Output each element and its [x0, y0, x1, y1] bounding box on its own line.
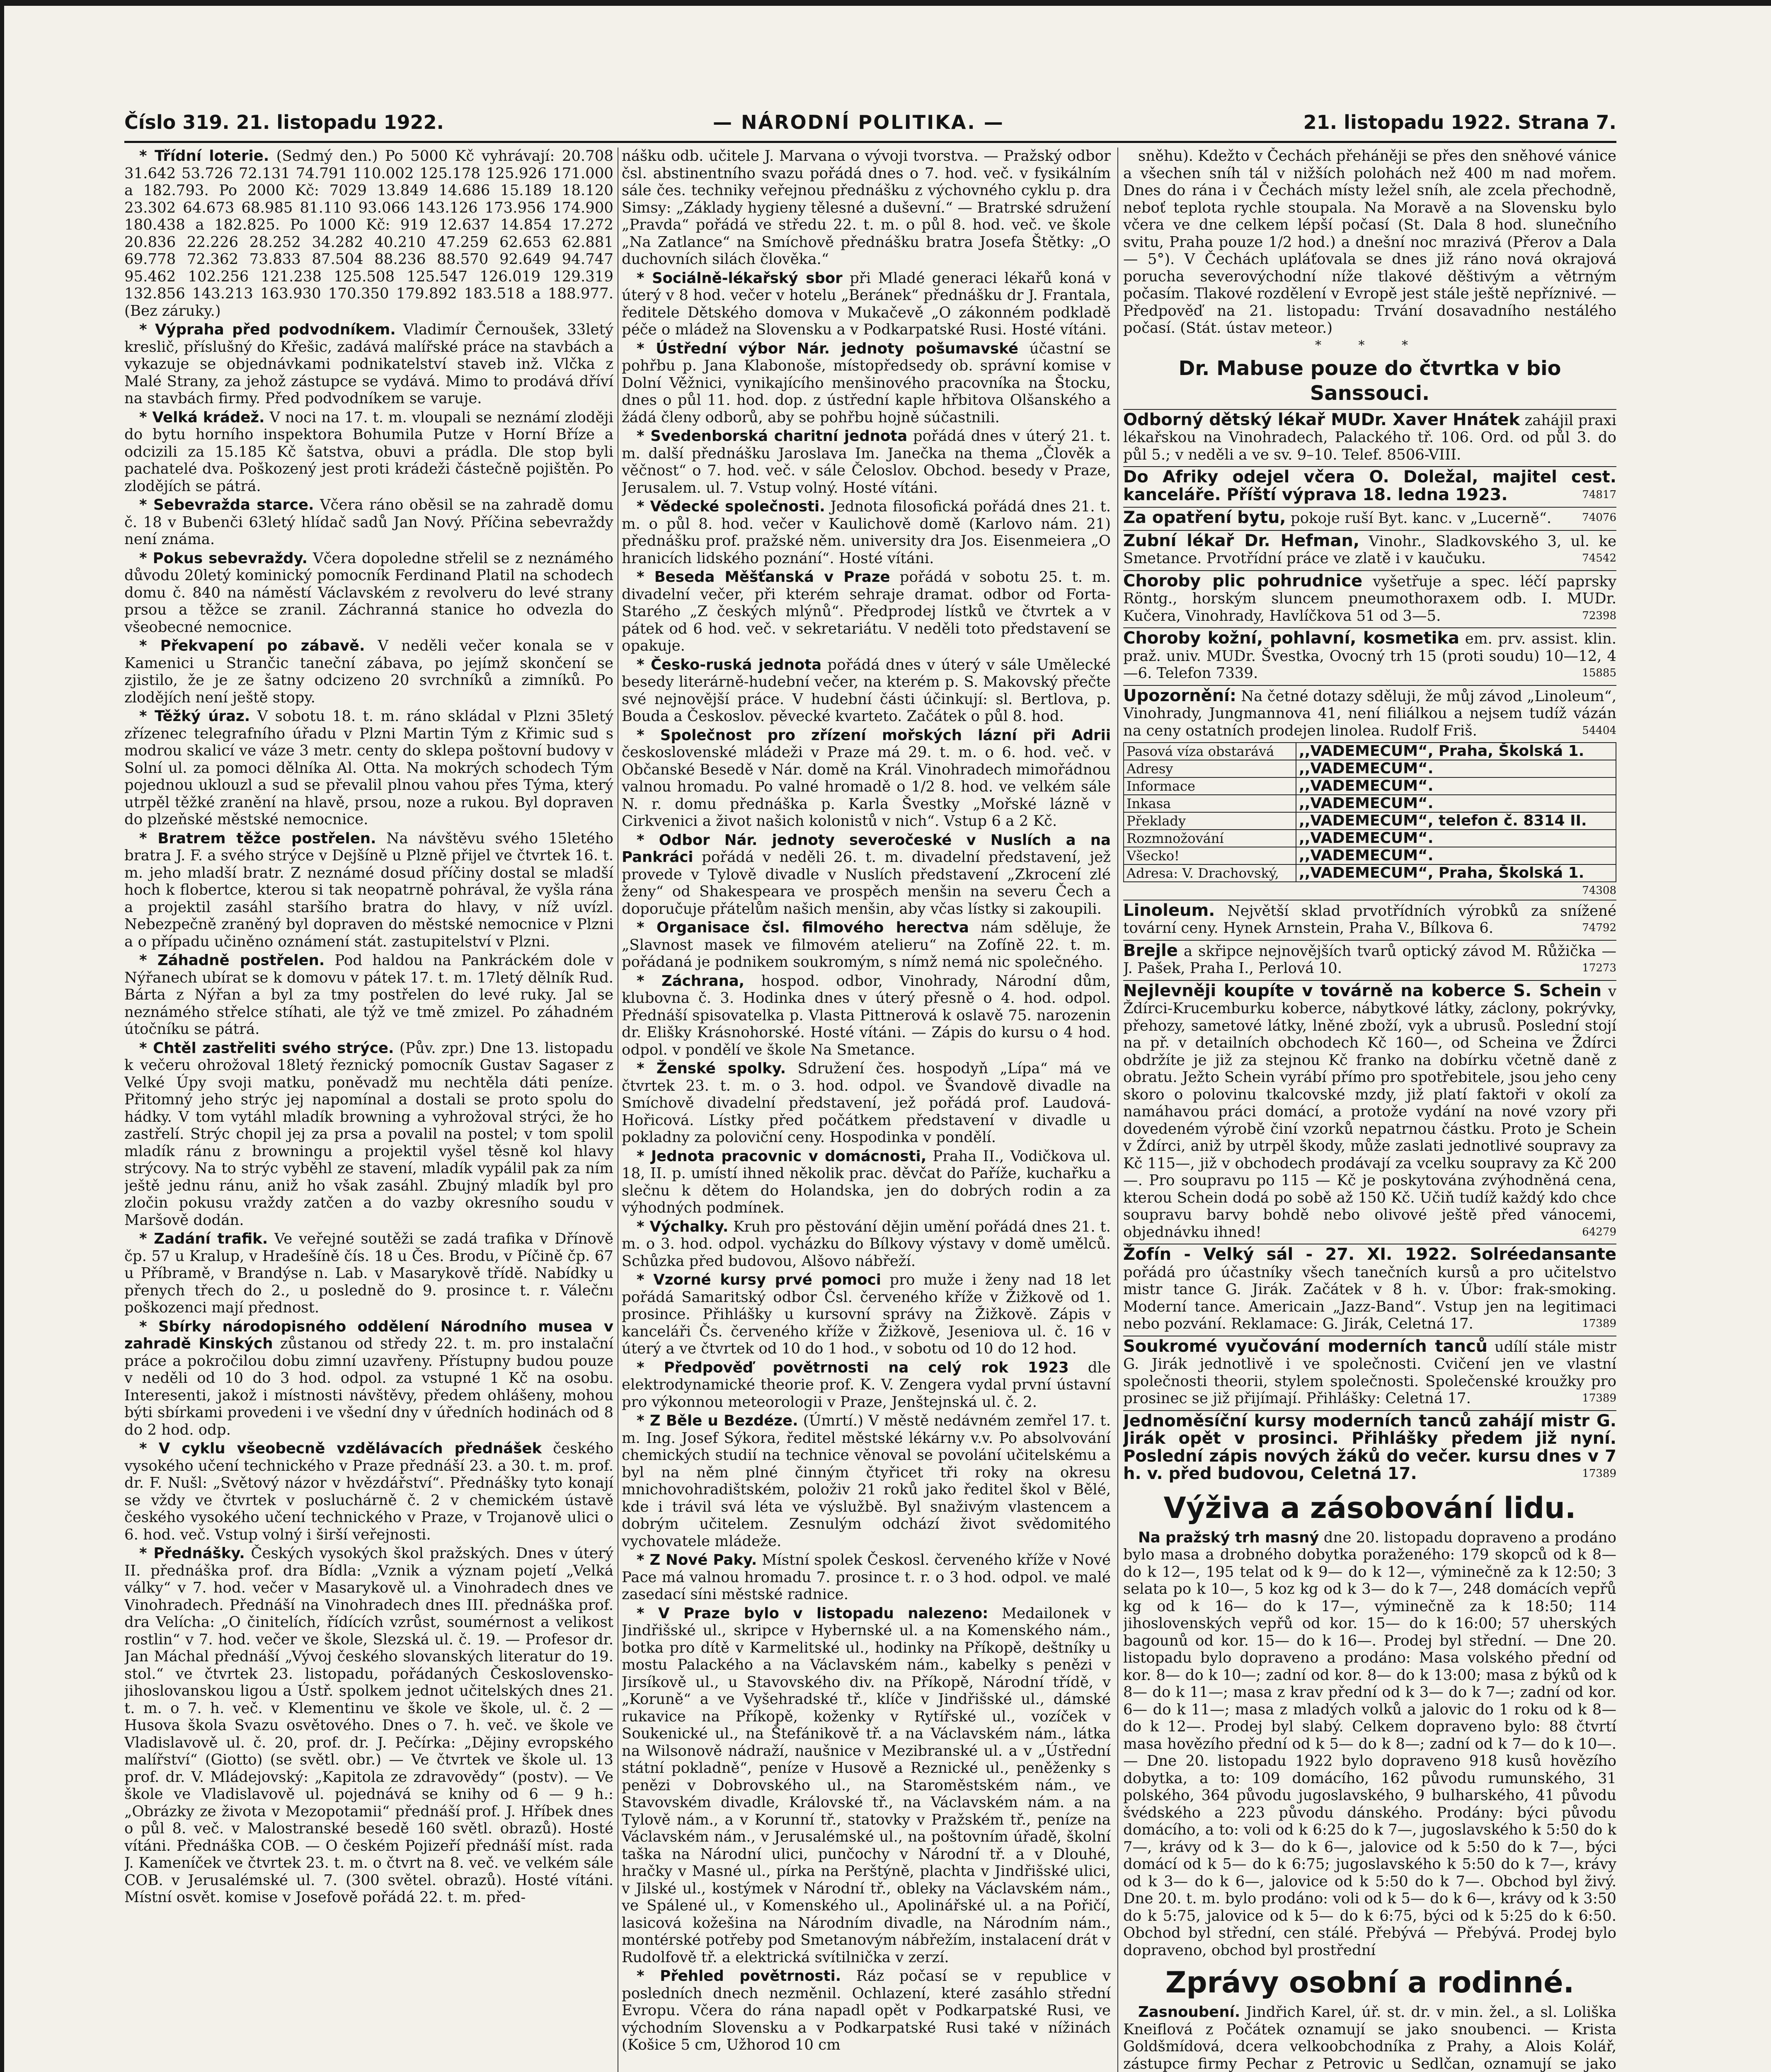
article-heading: * Z Běle u Bezdéze.: [637, 1412, 798, 1429]
ad-text: pokoje ruší Byt. kanc. v „Lucerně“.: [1290, 510, 1552, 527]
vademecum-ad-table: [1123, 742, 1616, 882]
ad-text: zahájil praxi lékařskou na Vinohradech, Palackého tř. 106. Ord. od půl 3. do půl 5.; v neděli a ve sv. 9–10. Telef. 8506-VIII.: [1123, 411, 1616, 463]
classified-ad: [1123, 409, 1616, 465]
brand-name: ,,VADEMECUM“, telefon č. 8314 II.: [1296, 812, 1616, 830]
classified-ad: [1123, 900, 1616, 938]
ad-heading: Jednoměsíční kursy moderních tanců zahájí mistr G. Jirák opět v prosinci. Přihlášky předem již nyní. Poslední zápis nových žáků do večer. kursu dnes v 7 h. v. před budovou, Celetná 17.: [1123, 1411, 1616, 1483]
article-body: dne 20. listopadu dopraveno a prodáno bylo masa a drobného dobytka poraženého: 179 skopců od k 8— do k 12—, 195 telat od k 9— do k 12—, výminečně za k 12:50; 3 selata po k 10—, 5 koz kg od k 3— do k 7—, 248 domácích vepřů kg od k 16— do k 17—, výminečně za k 18:50; 114 jihoslovenských vepřů od kor. 15— do k 16:00; 57 uherských bagounů od kor. 15— do k 16—. Prodej byl střední. — Dne 20. listopadu bylo dopraveno a prodáno: Masa volského přední od kor. 8— do k 10—; zadní od kor. 8— do k 13:00; masa z býků od k 8— do k 11—; masa z krav přední od k 3— do k 7—; zadní od kor. 6— do k 11—; masa z mladých volků a jalovic do 1 roku od k 8— do k 12—. Prodej byl slabý. Celkem dopraveno bylo: 88 čtvrtí masa hovězího přední od k 5— do k 8—; zadní od k 7— do k 10—. — Dne 20. listopadu 1922 bylo dopraveno 918 kusů hovězího dobytka, a to: 109 domácího, 162 původu rumunského, 31 polského, 364 původu jugoslavského, 9 bulharského, 41 původu švédského a 223 původu dánského. Prodány: býci původu domácího, a to: voli od k 6:25 do k 7—, jugoslavského k 5:50 do k 7—, krávy od k 3— do k 6—, jalovice od k 5:50 do k 7—, býci domácí od k 5— do k 6:75; jugoslavského k 5:50 do k 7—, krávy od k 3— do k 6—, jalovice od k 5:50 do k 7—. Obchod byl živý. Dne 20. t. m. bylo prodáno: voli od k 5— do k 6—, krávy od k 3:50 do k 5:75, jalovice od k 5— do k 6:75, býci od k 5:25 do k 6:50. Obchod byl střední, cen stálé. Přebývá — Přebývá. Prodej bylo dopraveno, obchod byl prostřední: [1123, 1529, 1616, 1959]
ad-heading: Choroby plic pohrudnice: [1123, 571, 1363, 591]
ad-text: udílí stále mistr G. Jirák jednotlivě i ve společnosti. Cvičení jen ve vlastní společnosti theorii, stylem společnosti. Společenské kroužky pro prosinec se již přijímají. Přihlášky: Celetná 17.: [1123, 1338, 1616, 1407]
article-heading: * Organisace čsl. filmového herectva: [637, 919, 969, 936]
classified-ads: [1123, 409, 1616, 741]
ad-heading: Brejle: [1123, 941, 1178, 960]
article: [124, 550, 613, 636]
ad-number: 74308: [1582, 884, 1616, 897]
article-body: (Úmrtí.) V městě nedávném zemřel 17. t. m. Ing. Josef Sýkora, ředitel městské lékárny v.v. Po absolvování chemických studií na technice věnoval se povolání učitelskému a byl na něm plné činným čtyřicet tři roky na okresu mnichovohradištském, položiv 21 roků jako ředitel škol v Bělé, kde i trávil svá léta ve výslužbě. Byl snaživým vlastencem a dobrým učitelem. Zesnulým odchází život svědomitého vychovatele mládeže.: [622, 1412, 1111, 1550]
column-left: [124, 148, 613, 2072]
section-separator: * * *: [1315, 338, 1425, 353]
ad-heading: Linoleum.: [1123, 900, 1215, 920]
article-heading: * Vzorné kursy prvé pomoci: [637, 1271, 881, 1288]
classified-ad: [1123, 627, 1616, 683]
ad-number: 74817: [1582, 488, 1616, 501]
cinema-notice: Dr. Mabuse pouze do čtvrtka v bio Sanssouci.: [1178, 356, 1561, 405]
article-heading: * Přehled povětrnosti.: [637, 1968, 841, 1985]
article: [622, 1968, 1111, 2054]
article: [622, 1605, 1111, 1966]
column-divider: [1117, 148, 1118, 2072]
article-body: (Sedmý den.) Po 5000 Kč vyhrávají: 20.708 31.642 53.726 72.131 74.791 110.002 125.178 125.926 171.000 a 182.793. Po 2000 Kč: 7029 13.849 14.686 15.189 18.120 23.302 64.673 68.985 81.110 93.066 143.126 173.956 174.900 180.438 a 182.825. Po 1000 Kč: 919 12.637 14.854 17.272 20.836 22.226 28.252 34.282 40.210 47.259 62.653 62.881 69.778 72.362 73.833 87.504 88.236 88.570 92.649 94.747 95.462 102.256 121.238 125.508 125.547 126.019 129.319 132.856 143.213 163.930 170.350 179.892 183.518 a 188.977. (Bez záruky.): [124, 148, 613, 320]
article: [124, 148, 613, 320]
ad-number: 72398: [1582, 609, 1616, 622]
article-heading: * Předpověď povětrnosti na celý rok 1923: [637, 1359, 1069, 1376]
article-heading: * V cyklu všeobecně vzdělávacích přednášek: [139, 1440, 542, 1457]
article: [622, 1359, 1111, 1411]
article-body: při Mladé generaci lékařů koná v úterý v 8 hod. večer v hotelu „Beránek“ přednášku dr J. Frantala, ředitele Dětského domova v Mukačevě „O zákonném podkladě péče o mládež na Slovensku a v Podkarpatské Rusi. Hosté vítáni.: [622, 269, 1111, 338]
article-heading: * Odbor Nár. jednoty severočeské v Nuslích a na Pankráci: [622, 831, 1111, 866]
scan-border-top: [0, 0, 1771, 6]
article-heading: * Výchalky.: [637, 1218, 729, 1235]
article: [622, 919, 1111, 971]
ad-text: Vinohr., Sladkovského 3, ul. ke Smetance. Prvotřídní práce ve zlatě i v kaučuku.: [1123, 533, 1616, 567]
column-right: [1123, 148, 1616, 2072]
article: [622, 148, 1111, 268]
article-body: Včera ráno oběsil se na zahradě domu č. 18 v Bubenči 63letý hlídač sadů Jan Nový. Příčina sebevraždy není známa.: [124, 496, 613, 548]
ad-number: 17389: [1582, 1467, 1616, 1480]
article-body: hospod. odbor, Vinohrady, Národní dům, klubovna č. 3. Hodinka dnes v úterý přesně o 4. hod. odpol. Přednáší spisovatelka p. Vlasta Pittnerová k oslavě 75. narozenin dr. Elišky Krásnohorské. Hosté vítáni. — Zápis do kursu o 4 hod. odpol. v pondělí ve škole Na Smetance.: [622, 972, 1111, 1058]
article-heading: * Přednášky.: [139, 1545, 245, 1562]
article: [124, 1440, 613, 1543]
ad-number: 17389: [1582, 1317, 1616, 1330]
article: [622, 973, 1111, 1059]
classified-ad: [1123, 980, 1616, 1242]
ad-number: 64279: [1582, 1225, 1616, 1238]
article-heading: * Ústřední výbor Nár. jednoty pošumavské: [637, 340, 1018, 357]
article: [124, 496, 613, 548]
article-heading: * V Praze bylo v listopadu nalezeno:: [637, 1605, 988, 1622]
article: [622, 1552, 1111, 1603]
article-heading: * Překvapení po zábavě.: [139, 637, 365, 654]
article-heading: * Pokus sebevraždy.: [139, 549, 308, 567]
article: [124, 321, 613, 407]
article-heading: * Záchrana,: [637, 972, 745, 990]
service-label: Adresa: V. Drachovský,: [1124, 864, 1296, 882]
article-body: Praha II., Vodičkova ul. 18, II. p. umístí ihned několik prac. děvčat do Paříže, kuchařku a slečnu k dětem do Holandska, jen do dobrých rodin a za výhodných podmínek.: [622, 1147, 1111, 1216]
article: [124, 830, 613, 951]
article-heading: * Z Nové Paky.: [637, 1552, 757, 1569]
article-heading: * Bratrem těžce postřelen.: [139, 830, 376, 847]
article: [1123, 1529, 1616, 1959]
article: [622, 727, 1111, 830]
article-body: Vladimír Černoušek, 33letý kreslič, příslušný do Křešic, zadává malířské práce na stavbách a vykazuje se objednávkami podnikatelství staveb inž. Vlčka z Malé Strany, za jehož zástupce se vydává. Mimo to prodává dříví na stavbách firmy. Před podvodníkem se varuje.: [124, 321, 613, 407]
article: [1123, 2004, 1616, 2072]
article-body: V sobotu 18. t. m. ráno skládal v Plzni 35letý zřízenec telegrafního úřadu v Plzni Martin Tým z Křimic sud s modrou skalicí ve váze 3 metr. centy do sklepa poštovní budovy v Solní ul. za pomoci dělníka Al. Otta. Na mokrých schodech Tým pojednou uklouzl a sud se převalil plnou vahou přes Týma, který utrpěl těžké zranění na hlavě, prsou, noze a rukou. Byl dopraven do plzeňské městské nemocnice.: [124, 708, 613, 828]
article: [622, 1271, 1111, 1358]
ad-heading: Žofín - Velký sál - 27. XI. 1922. Solréedansante: [1123, 1245, 1616, 1264]
section-heading-food: Výživa a zásobování lidu.: [1163, 1491, 1576, 1525]
service-label: Všecko!: [1124, 847, 1296, 864]
section-heading-personal: Zprávy osobní a rodinné.: [1165, 1965, 1575, 1999]
classified-ad: [1123, 1244, 1616, 1334]
service-label: Rozmnožování: [1124, 830, 1296, 847]
article-body: (Pův. zpr.) Dne 13. listopadu k večeru ohrožoval 18letý řeznický pomocník Gustav Sagaser z Velké Úpy svoji matku, poněvadž mu nechtěla dáti peníze. Přitomný jeho strýc jej napomínal a dostali se proto spolu do hádky. V tom vytáhl mladík browning a vyhrožoval strýci, že ho zastřelí. Strýc chopil jej za prsa a povalil na postel; v tom spolil mladík ránu z browningu a projektil vyšel těsně kol hlavy strýcovy. Na to strýc vyběhl ze stavení, mladík vypálil pak za ním ještě jednu ránu, aniž ho však zasáhl. Zbujný mladík byl pro zločin pokusu vraždy zatčen a do vazby okresního soudu v Maršově dodán.: [124, 1039, 613, 1229]
ad-number: 74792: [1582, 922, 1616, 934]
classified-ad: [1123, 530, 1616, 569]
article: [622, 270, 1111, 339]
article-heading: * Výpraha před podvodníkem.: [139, 321, 396, 338]
ad-text: Na četné dotazy sděluji, že můj závod „Linoleum“, Vinohrady, Jungmannova 41, není filiálkou a nejsem tudíž vázán na ceny ostatních prodejen linolea. Rudolf Friš.: [1123, 687, 1616, 739]
article-heading: * Chtěl zastřeliti svého strýce.: [139, 1039, 394, 1057]
article-body: pořádá v sobotu 25. t. m. divadelní večer, při kterém sehraje dramat. odbor od Forta-Starého „Z českých mlýnů“. Předprodej lístků ve čtvrtek a v pátek od 6 hod. več. v sekretariátu. V neděli toto představení se opakuje.: [622, 569, 1111, 654]
ad-heading: Do Afriky odejel včera O. Doležal, majitel cest. kanceláře. Příští výprava 18. ledna 1923.: [1123, 467, 1616, 504]
article: [622, 569, 1111, 655]
classified-ad: [1123, 1410, 1616, 1484]
vademecum-row: [1124, 830, 1616, 847]
article-heading: * Třídní loterie.: [139, 148, 269, 165]
article: [622, 1412, 1111, 1550]
vademecum-row: [1124, 847, 1616, 864]
classified-ads-2: [1123, 900, 1616, 1484]
ad-text: vyšetřuje a spec. léčí paprsky Röntg., horským sluncem pneumothoraxem odb. I. MUDr. Kučera, Vinohrady, Havlíčkova 51 od 3—5.: [1123, 573, 1616, 625]
article-heading: * Společnost pro zřízení mořských lázní při Adrii: [637, 726, 1111, 744]
ad-heading: Soukromé vyučování moderních tanců: [1123, 1336, 1488, 1356]
ad-text: pořádá pro účastníky všech tanečních kursů a pro učitelstvo mistr tance G. Jirák. Začátek v 8 h. v. Úbor: frak-smoking. Moderní tance. Americain „Jazz-Band“. Vstup jen na legitimaci nebo pozvání. Reklamace: G. Jirák, Celetná 17.: [1123, 1264, 1616, 1332]
article-body: Kruh pro pěstování dějin umění pořádá dnes 21. t. m. o 3. hod. odpol. vycházku do Bílkovy výstavy v domě umělců. Schůzka před budovou, Alšovo nábřeží.: [622, 1218, 1111, 1270]
ad-number: 17273: [1582, 962, 1616, 974]
classified-ad: [1123, 507, 1616, 528]
article-heading: * Sociálně-lékařský sbor: [637, 269, 843, 287]
brand-name: ,,VADEMECUM“, Praha, Školská 1.: [1296, 864, 1616, 882]
service-label: Informace: [1124, 777, 1296, 795]
weather-continuation: sněhu). Kdežto v Čechách přeháněji se přes den sněhové vánice a všechen sníh tál v nižších polohách než 400 m nad mořem. Dnes do rána i v Čechách místy ležel sníh, ale zcela přechodně, neboť teplota rychle stoupala. Na Moravě a na Slovensku bylo včera ve dne celkem lépší počasí (St. Dala 8 hod. slunečního svitu, Praha pouze 1/2 hod.) a dnešní noc mrazivá (Přerov a Dala — 5°). V Čechách upláťovala se dnes již ráno nová okrajová porucha severovýchodní níže tlakové děštivým a větrným počasím. Tlakové rozdělení v Evropě jest stále ještě nepříznivé. — Předpověď na 21. listopadu: Trvání dosavadního nestálého počasí. (Stát. ústav meteor.): [1123, 148, 1616, 336]
article-heading: * Jednota pracovnic v domácnosti,: [637, 1147, 927, 1165]
service-label: Adresy: [1124, 760, 1296, 777]
article-body: V noci na 17. t. m. vloupali se neznámí zloději do bytu horního inspektora Bohumila Putze v Horní Bříze a odcizili za 15.185 Kč šatstva, obuvi a prádla. Dle stop byli pachatelé dva. Poškozený jest proti krádeži částečně pojištěn. Po zlodějích se pátrá.: [124, 409, 613, 495]
article-heading: * Česko-ruská jednota: [637, 656, 822, 673]
header-rule: [124, 141, 1616, 143]
ad-number: 74076: [1582, 511, 1616, 524]
classified-ad: [1123, 570, 1616, 626]
article-heading: * Beseda Měšťanská v Praze: [637, 569, 890, 586]
article-heading: Zasnoubení.: [1138, 2004, 1240, 2021]
article-heading: * Svedenborská charitní jednota: [637, 428, 908, 445]
scan-border-left: [0, 0, 4, 2072]
article-body: dle elektrodynamické theorie prof. K. V. Zengera vydal první ústavní pro výkonnou meteorologii v Praze, Jenštejnská ul. č. 2.: [622, 1359, 1111, 1411]
ad-heading: Nejlevněji koupíte v továrně na koberce S. Schein: [1123, 981, 1602, 1000]
article-heading: Na pražský trh masný: [1138, 1529, 1319, 1546]
brand-name: ,,VADEMECUM“.: [1296, 847, 1616, 864]
article-body: zůstanou od středy 22. t. m. pro instalační práce a pokročilou dobu zimní uzavřeny. Přístupny budou pouze v neděli od 10 do 3 hod. odpol. za vstupné 1 Kč na osobu. Interesenti, jakož i místnosti návštěvy, předem ohlášeny, mohou býti sbírkami provedeni i ve všední dny v úředních hodinách od 8 do 2 hod. odp.: [124, 1335, 613, 1438]
article-body: nám sděluje, že „Slavnost masek ve filmovém atelieru“ na Zofíně 22. t. m. pořádaná je podnikem soukromým, s nímž nemá nic společného.: [622, 919, 1111, 971]
article-heading: * Ženské spolky.: [637, 1060, 786, 1077]
article-heading: * Těžký úraz.: [139, 708, 250, 725]
article: [124, 708, 613, 828]
service-label: Pasová víza obstarává: [1124, 743, 1296, 760]
article: [622, 656, 1111, 725]
vademecum-row: [1124, 812, 1616, 830]
article-body: pro muže i ženy nad 18 let pořádá Samaritský odbor Čsl. červeného kříže v Žižkově od 1. prosince. Přihlášky u kursovní správy na Žižkově. Zápis v kanceláři Čs. červeného kříže v Žižkově, Jeseniova ul. č. 16 v úterý a ve čtvrtek od 10 do 1 hod., v sobotu od 10 do 12 hod.: [622, 1271, 1111, 1357]
article: [124, 1545, 613, 1906]
ad-heading: Odborný dětský lékař MUDr. Xaver Hnátek: [1123, 410, 1520, 429]
ad-text: a skřipce nejnovějších tvarů optický závod M. Růžička — J. Pašek, Praha I., Perlová 10.: [1123, 942, 1616, 977]
article-body: Sdružení čes. hospodyň „Lípa“ má ve čtvrtek 23. t. m. o 3. hod. odpol. ve Švandově divadle na Smíchově divadelní představení, jež pořádá prof. Laudová-Hořicová. Lístky před počátkem představení v divadle u pokladny za poloviční ceny. Hospodinka v pondělí.: [622, 1060, 1111, 1146]
ad-text: v Ždírci-Krucemburku koberce, nábytkové látky, záclony, pokrývky, přehozy, sametové látky, lněné zboží, vyk a ubrusů. Poslední stojí na př. v detailních obchodech Kč 160—, od Scheina ve Ždírci obdržíte je již za stejnou Kč franko na dobírku včetně daně z obratu. Ježto Schein vyrábí přímo pro spotřebitele, jsou jeho ceny skoro o polovinu tkalcovské mzdy, již platí faktoři v okolí za namáhavou práci domácí, a protože vydání na nové vzory při dovedeném výrobě činí vzorků nepatrnou částku. Proto je Schein v Ždírci, aniž by utrpěl škody, může zaslati jednotlivé soupravy za Kč 115—, již v obchodech prodávají za vcelku soupravy za Kč 200—. Pro soupravu po 115 — Kč je poskytována zvýhodněná cena, kterou Schein dodá po sobě až 150 Kč. Učiň tudíž každý kdo chce soupravu barvy bohdě nebo olivové ještě před vánocemi, objednávku ihned!: [1123, 983, 1616, 1241]
article-body: Jednota filosofická pořádá dnes 21. t. m. o půl 8. hod. večer v Kaulichově domě (Karlovo nám. 21) přednášku prof. pražské něm. university dra Jos. Eisenmeiera „O hranicích lidského poznání“. Hosté vítáni.: [622, 498, 1111, 567]
brand-name: ,,VADEMECUM“, Praha, Školská 1.: [1296, 743, 1616, 760]
classified-ad: [1123, 1336, 1616, 1409]
vademecum-row: [1124, 777, 1616, 795]
article: [622, 498, 1111, 567]
column-middle: [622, 148, 1111, 2072]
ad-number: 74542: [1582, 552, 1616, 564]
article: [124, 409, 613, 495]
article-body: Ve veřejné soutěži se zadá trafika v Dřínově čp. 57 u Kralup, v Hradešíně čís. 18 u Čes. Brodu, v Píčině čp. 67 u Příbramě, v Brandýse n. Lab. v Masarykově třídě. Nabídky u přenych třech do 2., u posledně do 9. prosince t. r. Válečnı poškozenci mají přednost.: [124, 1230, 613, 1316]
article-body: Pod haldou na Pankráckém dole v Nýřanech ubírat se k domovu v pátek 17. t. m. 17letý dělník Rud. Bárta z Nýřan a byl za tmy postřelen do levé ruky. Jal se neznámého střelce stíhati, ale týž ve tmě zmizel. Po záhadném útočníku se pátrá.: [124, 952, 613, 1038]
article-body: V neděli večer konala se v Kamenici u Strančic taneční zábava, po jejímž skončení se zjistilo, že je ze šatny odcizeno 20 svrchníků a zimníků. Po zlodějích není ještě stopy.: [124, 637, 613, 706]
ad-heading: Za opatření bytu,: [1123, 508, 1286, 527]
ad-heading: Upozornění:: [1123, 686, 1236, 705]
article: [622, 340, 1111, 426]
ad-text: em. prv. assist. klin. praž. univ. MUDr. Švestka, Ovocný trh 15 (proti soudu) 10—12, 4—6. Telefon 7339.: [1123, 630, 1616, 682]
article: [124, 1230, 613, 1317]
vademecum-row: [1124, 864, 1616, 882]
article-body: Na návštěvu svého 15letého bratra J. F. a svého strýce v Dejšíně u Plzně přijel ve čtvrtek 16. t. m. jeho mladší bratr. Z neznámé dosud příčiny dostal se mladší hoch k flobertce, kterou si tak neopatrně pohrával, že vyšla rána a projektil zasáhl staršího bratra do hlavy, v níž uvízl. Nebezpečně zraněný byl dopraven do městské nemocnice v Plzni a o případu učiněno oznámení stát. zastupitelství v Plzni.: [124, 830, 613, 950]
article-heading: * Vědecké společnosti.: [637, 498, 825, 515]
article-body: pořádá dnes v úterý 21. t. m. další přednášku Jaroslava Im. Janečka na thema „Člověk a věčnost“ o 7. hod. več. v sále Čeloslov. Obchod. besedy v Praze, Jerusalem. ul. 7. Vstup volný. Hosté vítáni.: [622, 428, 1111, 496]
article-body: pořádá v neděli 26. t. m. divadelní představení, jež provede v Tylově divadle v Nuslích představení „Zkrocení zlé ženy“ od Shakespeara ve prospěch menšin na severu Čech a doporučuje přátelům našich menšin, aby včas lístky si zakoupili.: [622, 849, 1111, 917]
ad-heading: Choroby kožní, pohlavní, kosmetika: [1123, 629, 1459, 648]
article-body: československé mládeži v Praze má 29. t. m. o 6. hod. več. v Občanské Besedě v Nár. domě na Král. Vinohradech mimořádnou valnou hromadu. Po valné hromadě o 1/2 8. hod. ve velkém sále N. r. domu přednáška p. Karla Švestky „Mořské lázně v Cirkvenici a život našich kolonistů v nich“. Vstup 6 a 2 Kč.: [622, 744, 1111, 830]
article-body: českého vysokého učení technického v Praze přednáší 23. a 30. t. m. prof. dr. F. Nušl: „Světový názor v hvězdářství“. Přednášky tyto konají se vždy ve čtvrtek v posluchárně č. 2 v chemickém ústavě českého vysokého učení technického v Praze, v Trojanově ulici o 6. hod. več. Vstup volný i širší veřejnosti.: [124, 1440, 613, 1543]
ad-number: 54404: [1582, 724, 1616, 737]
vademecum-row: [1124, 795, 1616, 812]
article-body: účastní se pohřbu p. Jana Klabonoše, místopředsedy ob. správní komise v Dolní Věžnici, vynikajícího menšinového pracovníka na Štocku, dnes o půl 11. hod. dop. z ústřední kaple hřbitova Olšanského a žádá členy odborů, aby se pohřbu hojně súčastnili.: [622, 340, 1111, 426]
brand-name: ,,VADEMECUM“.: [1296, 777, 1616, 795]
classified-ad: [1123, 466, 1616, 505]
ad-number: 17389: [1582, 1392, 1616, 1404]
article-body: Včera dopoledne střelil se z neznámého důvodu 20letý kominický pomocník Ferdinand Platil na schodech domu č. 840 na náměstí Václavském z revolveru do levé strany prsou a těžce se zranil. Záchranná stanice ho odvezla do všeobecné nemocnice.: [124, 549, 613, 636]
article: [124, 952, 613, 1038]
article: [622, 428, 1111, 496]
article-body: Místní spolek Českosl. červeného kříže v Nové Pace má valnou hromadu 7. prosince t. r. o 3 hod. odpol. ve malé zasedací síni městské radnice.: [622, 1552, 1111, 1603]
article-heading: * Velká krádež.: [139, 409, 265, 426]
masthead-title: — NÁRODNÍ POLITIKA. —: [713, 111, 1004, 133]
article-body: nášku odb. učitele J. Marvana o vývoji tvorstva. — Pražský odbor čsl. abstinentního svazu pořádá dnes o 7. hod. več. v fysikálním sále čes. techniky veřejnou přednášku z výchovného cyklu p. dra Simsy: „Základy hygieny tělesné a duševní.“ — Bratrské sdružení „Pravda“ pořádá ve středu 22. t. m. o půl 8. hod. več. ve škole „Na Zatlance“ na Smíchově přednášku bratra Josefa Štětky: „O duchovních silách člověka.“: [622, 148, 1111, 268]
article-heading: * Záhadně postřelen.: [139, 952, 325, 969]
article: [124, 1040, 613, 1229]
article-heading: * Sebevražda starce.: [139, 496, 314, 513]
vademecum-row: [1124, 760, 1616, 777]
brand-name: ,,VADEMECUM“.: [1296, 795, 1616, 812]
article: [124, 637, 613, 706]
page-header: [124, 111, 1616, 144]
page-number: 21. listopadu 1922. Strana 7.: [1303, 111, 1616, 133]
service-label: Inkasa: [1124, 795, 1296, 812]
brand-name: ,,VADEMECUM“.: [1296, 830, 1616, 847]
article-body: Jindřich Karel, úř. st. dr. v min. žel., a sl. Loliška Kneiflová z Počátek oznamují se jako snoubenci. — Krista Goldšmídová, dcera velkoobchodníka z Prahy, a Alois Kolář, zástupce firmy Pechar z Petrovic u Sedlčan, oznamují se jako: [1123, 2004, 1616, 2072]
brand-name: ,,VADEMECUM“.: [1296, 760, 1616, 777]
personal-notices: [1123, 2004, 1616, 2072]
service-label: Překlady: [1124, 812, 1296, 830]
ad-heading: Zubní lékař Dr. Hefman,: [1123, 531, 1360, 550]
article: [622, 1060, 1111, 1146]
article-body: Medailonek v Jindřišské ul., skripce v Hybernské ul. a na Komenského nám., botka pro dítě v Karmelitské ul., hodinky na Příkopě, deštníky u mostu Palackého a na Václavském nám., kabelky s penězi v Jirsíkově ul., u Stavovského div. na Příkopě, Národní třídě, v „Koruně“ a ve Vyšehradské tř., klíče v Jindřišské ul., dámské rukavice na Příkopě, koženky v Rytířské ul., vozíček v Soukenické ul., na Štefánikově tř. a na Václavském nám., látka na Wilsonově nádraží, naušnice v Mezibranské ul. a v „Ústřední státní pokladně“, peníze v Husově a Reznické ul., peněženky s penězi v Dobrovského ul., na Staroměstském nám., ve Stavovském divadle, Královské tř., na Václavském nám. a na Tylově nám., a v Korunní tř., statovky v Pražském tř., peníze na Václavském nám., v Jerusalémské ul., na poštovním úřadě, školní taška na Národní ulici, punčochy v Národní tř. a v Dlouhé, hračky v Masné ul., pírka na Perštýně, plachta v Jindřišské ulici, v Jilské ul., kostýmek v Národní tř., obleky na Václavském nám., ve Spálené ul., v Komenského ul., Apolinářské ul. a na Pořičí, lasicová kožešina na Národním divadle, na Národním nám., montérské potřeby pod Smetanovým nábřežím, instalacení drát v Rudolfově tř. a elektrická svítilnička v zerzí.: [622, 1605, 1111, 1966]
article: [124, 1318, 613, 1439]
ad-text: Největší sklad prvotřídních výrobků za snížené tovární ceny. Hynek Arnstein, Praha V., Bílkova 6.: [1123, 902, 1616, 937]
ad-number: 15885: [1582, 667, 1616, 679]
classified-ad: [1123, 685, 1616, 741]
article-heading: * Sbírky národopisného oddělení Národního musea v zahradě Kinských: [124, 1318, 613, 1352]
article: [622, 832, 1111, 918]
issue-date: Číslo 319. 21. listopadu 1922.: [124, 111, 444, 133]
classified-ad: [1123, 940, 1616, 978]
article-body: pořádá dnes v úterý v sále Umělecké besedy literárně-hudební večer, na kterém p. S. Makovský přečte své nejnovější práce. V hudební části účinkují: sl. Bertlova, p. Bouda a Českoslov. pěvecké kvarteto. Začátek o půl 8. hod.: [622, 656, 1111, 725]
food-report: [1123, 1529, 1616, 1959]
article: [622, 1148, 1111, 1217]
article: [622, 1218, 1111, 1270]
vademecum-row: [1124, 743, 1616, 760]
article-heading: * Zadání trafik.: [139, 1230, 268, 1247]
article-body: Českých vysokých škol pražských. Dnes v úterý II. přednáška prof. dra Bídla: „Vznik a význam pojetí „Velká války“ v 7. hod. večer v Masarykově ul. a Vinohradech dnes ve Vinohradech. Přednáší na Vinohradech dnes III. přednáška prof. dra Velícha: „O činitelích, řídících vzrůst, soumérnost a velikost rostlin“ v 7. hod. večer ve škole, Slezská ul. č. 19. — Profesor dr. Jan Máchal přednáší „Vývoj českého slovanských literatur do 19. stol.“ ve čtvrtek 23. listopadu, pořádaných Československo-jihoslovanskou ligou a Ústř. spolkem jednot učitelských dnes 21. t. m. o 7. h. več. v Klementinu ve škole ve škole, ul. č. 2 — Husova škola Svazu osvětového. Dnes o 7. h. več. ve škole ve Vladislavově ul. č. 20, prof. dr. J. Pečírka: „Dějiny evropského malířství“ (Giotto) (se světl. obr.) — Ve čtvrtek ve škole ul. 13 prof. dr. V. Mládejovský: „Kapitola ze zdravovědy“ (postv). — Ve škole ve Vladislavově ul. pojednává se knihy od 6 — 9 h.: „Obrázky ze života v Mezopotamii“ přednáší prof. J. Hříbek dnes o půl 8. več. v Malostranské besedě 160 světl. obrazů). Hosté vítáni. Přednáška COB. — O českém Pojizeří přednáší míst. rada J. Kameníček ve čtvrtek 23. t. m. o čtvrt na 8. več. ve velkém sále COB. v Jerusalémské ul. 7. (300 světel. obrazů). Hosté vítáni. Místní osvět. komise v Josefově pořádá 22. t. m. před-: [124, 1545, 613, 1906]
article-body: Ráz počasí se v republice v posledních dnech nezměnil. Ochlazení, které zasáhlo střední Evropu. Včera do rána napadl opět v Podkarpatské Rusi, ve východním Slovensku a v Podkarpatské Rusi také v nížinách (Košice 5 cm, Užhorod 10 cm: [622, 1968, 1111, 2053]
